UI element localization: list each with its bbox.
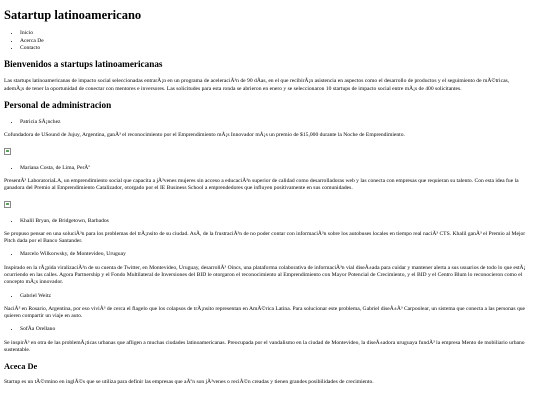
broken-image-icon [4, 148, 11, 155]
person-name: • SofÃa Orellano [20, 326, 528, 333]
person-name-list [4, 251, 528, 258]
nav-link-acerca-de[interactable]: Acerca De [20, 37, 44, 44]
person-name: • Marcelo Wilkorwsky, de Montevideo, Uruguay [20, 251, 528, 258]
about-text: Startup es un tÃ©rmino en inglÃ©s que se utiliza para definir las empresas que aÃºn son jÃ³venes o reciÃ©n creadas y tienen grandes posibilidades de crecimiento. [4, 379, 374, 386]
person-bio: Se inspirÃ³ en otra de las problemÃ¡ticas urbanas que afligen a muchas ciudades latinoamericanas. Preocupada por el vandalismo en la ciudad de Montevideo, la diseÃ±adora uruguaya fundÃ³ la empresa Mento de mobiliario urbano sustentable. [4, 339, 525, 353]
nav-item-acerca-de[interactable] [20, 38, 528, 45]
person-name: • Patricia SÃ¡nchez [20, 119, 528, 126]
person-bio: NaciÃ³ en Rosario, Argentina, por eso viviÃ³ de cerca el flagelo que los colapsos de trÃ¡nsito representan en AmÃ©rica Latina. Para solucionar este problema, Gabriel diseÃ±Ã³ Carpoolear, un sistema que conecta a las personas que quieren compartir un viaje en auto. [4, 305, 526, 320]
person-name-list [4, 119, 528, 126]
person-name-list [4, 293, 528, 300]
nav-item-inicio[interactable] [20, 30, 528, 37]
welcome-text: Las startups latinoamericanas de impacto social seleccionadas entrarÃ¡n en un programa de aceleraciÃ³n de 90 dÃas, en el que recibirÃ¡n asistencia en aspectos como el desarrollo de productos y el seguimiento de mÃ©tricas, ademÃ¡s de tener la oportunidad de conectar con mentores e inversores. Las solicitudes para esta ronda se abrieron en enero y se seleccionaron 10 startups de impacto social entre mÃ¡s de 400 solicitantes. [4, 78, 510, 92]
nav-item-contacto[interactable] [20, 45, 528, 52]
person-name: • Khalil Bryan, de Bridgetown, Barbados [20, 218, 528, 225]
person-bio: Inspirado en la rÃ¡pida viralizaciÃ³n de su cuenta de Twitter, en Montevideo, Uruguay, desarrollÃ³ Oincs, una plataforma colaborativa de informaciÃ³n vial diseÃ±ada para cuidar y mantener alerta a sus usuarios de todo lo que estÃ¡ ocurriendo en las calles. Agora Partnership y el Fondo Multilateral de Inversiones del BID le otorgaron el reconocimiento al Emprendimiento con Mayor Potencial de Crecimiento, y el BID y el Centro Blum lo reconocieron como el concepto mÃ¡s innovador. [4, 264, 526, 286]
person-name: • Mariana Costa, de Lima, PerÃº [20, 165, 528, 172]
person-bio: Cofundadora de USound de Jujuy, Argentina, ganÃ³ el reconocimiento por el Emprendimiento mÃ¡s Innovador mÃ¡s un premio de $15,000 durante la Noche de Emprendimiento. [4, 132, 405, 139]
person-bio: Se propuso pensar en una soluciÃ³n para los problemas del trÃ¡nsito de su ciudad. AsÃ, de la frustraciÃ³n de no poder contar con informaciÃ³n sobre los autobuses locales en tiempo real naciÃ³ CTS. Khalil ganÃ³ el Premio al Mejor Pitch dada por el Banco Santander. [4, 230, 526, 245]
site-title: Satartup latinoamericano [4, 8, 142, 22]
staff-heading: Personal de administracion [4, 99, 112, 110]
staff-list [4, 119, 528, 354]
person-name-list [4, 165, 528, 172]
person-name-list [4, 218, 528, 225]
person-bio: PresentÃ³ LaboratoriaLA, un emprendimiento social que capacita a jÃ³venes mujeres sin acceso a educaciÃ³n superior de calidad como desarrolladoras web y las conecta con empresas que requieran su talento. Con esta idea fue la ganadora del Premio al Emprendimiento Catalizador, otorgado por el IE Business School a emprendedores que influyen positivamente en sus comunidades. [4, 177, 519, 192]
about-heading: Aceca De [4, 362, 38, 372]
person-name-list [4, 326, 528, 333]
welcome-heading: Bienvenidos a startups latinoamericanas [4, 59, 163, 70]
main-nav [4, 30, 528, 52]
person-name: • Gabriel Weitz [20, 293, 528, 300]
broken-image-icon [4, 201, 11, 208]
nav-link-inicio[interactable]: Inicio [20, 30, 34, 37]
nav-link-contacto[interactable]: Contacto [20, 45, 41, 51]
